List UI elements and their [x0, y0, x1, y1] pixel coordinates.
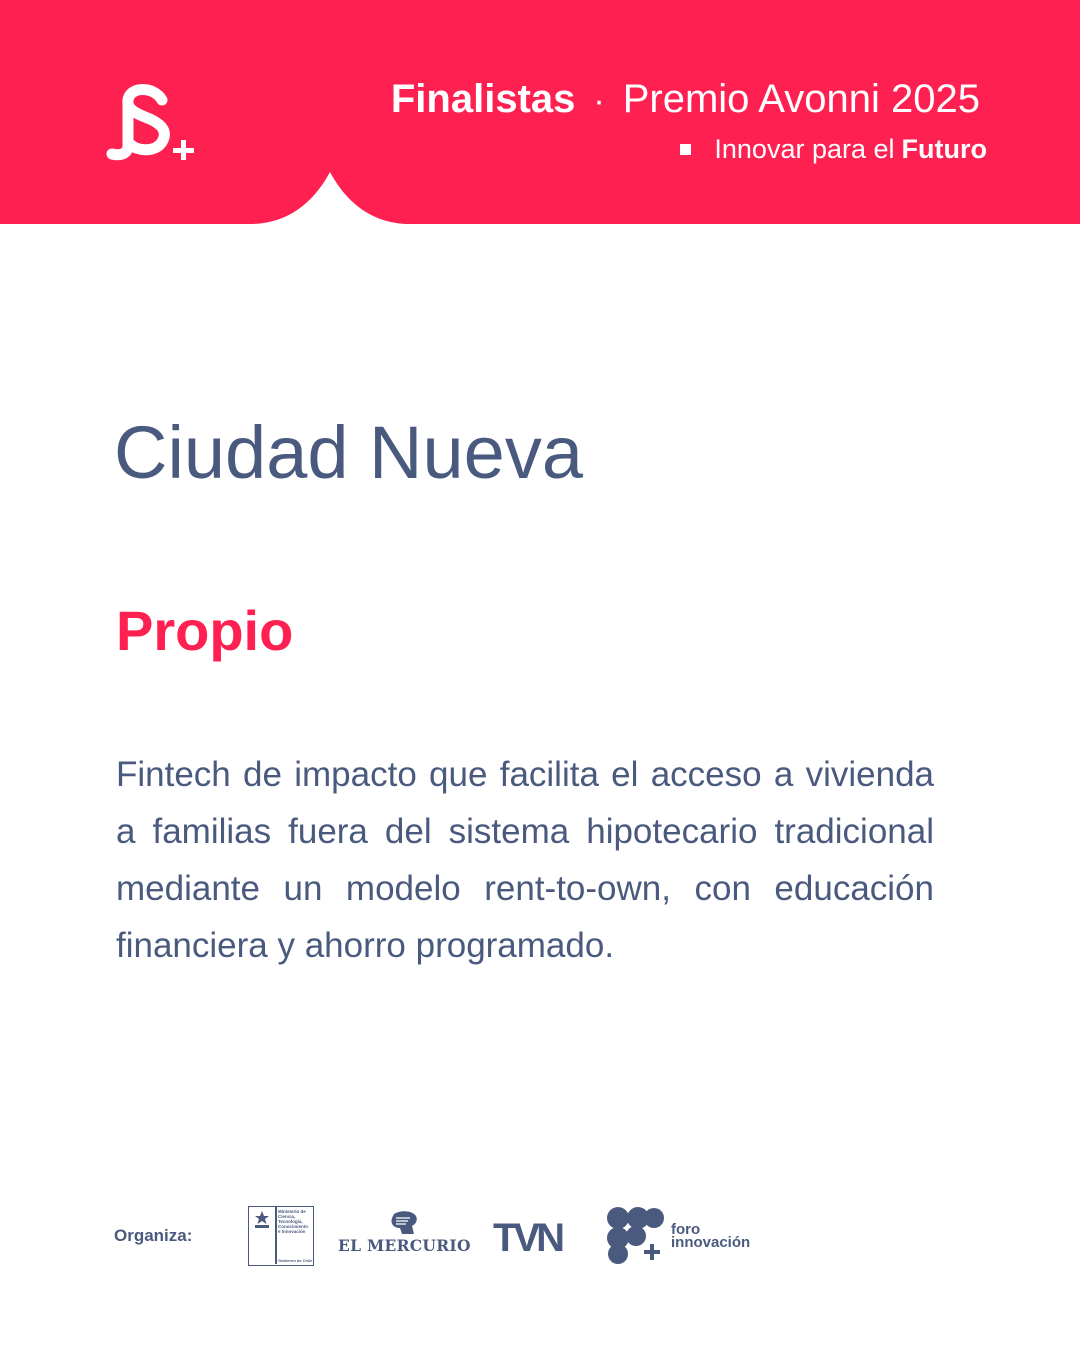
- ministerio-line: e Innovación: [278, 1229, 306, 1234]
- tvn-logo: TVN: [493, 1216, 561, 1260]
- mercurio-name: EL MERCURIO: [338, 1236, 471, 1255]
- ministerio-divider: [275, 1207, 277, 1264]
- gobierno-label: Gobierno de Chile: [278, 1258, 313, 1263]
- title-premio: Premio Avonni 2025: [622, 77, 980, 121]
- header-banner: [0, 0, 1080, 226]
- square-bullet-icon: [680, 144, 691, 155]
- ministerio-line: Ciencia,: [278, 1214, 296, 1219]
- organiza-label: Organiza:: [114, 1226, 193, 1245]
- title-finalistas: Finalistas: [390, 77, 576, 121]
- foro-innovacion-text: [671, 1223, 750, 1249]
- project-description: Fintech de impacto que facilita el acceso a vivienda a familias fuera del sistema hipotecario tradicional mediante un modelo rent-to-own, con educación financiera y ahorro programado.: [116, 755, 934, 965]
- tagline-futuro: Futuro: [901, 134, 987, 164]
- category-label: Propio: [116, 599, 294, 662]
- ministerio-line: Conocimiento: [278, 1224, 308, 1229]
- foro-line: foro: [671, 1221, 701, 1238]
- foro-innovacion-mark-icon: [606, 1206, 668, 1264]
- chile-crest-icon: [253, 1210, 271, 1230]
- innovacion-line: innovación: [671, 1234, 751, 1251]
- s-plus-logo-icon: [104, 80, 200, 164]
- ministerio-text: [278, 1209, 312, 1234]
- footer-organizers: [0, 1190, 1080, 1280]
- header-title: [391, 74, 980, 124]
- header-tagline: [680, 132, 987, 166]
- ministerio-line: Ministerio de: [278, 1209, 306, 1214]
- project-name: Ciudad Nueva: [114, 411, 583, 494]
- ministerio-line: Tecnología,: [278, 1219, 303, 1224]
- title-separator: ·: [593, 82, 605, 120]
- mercurio-head-icon: [388, 1210, 420, 1236]
- ministerio-logo: [248, 1206, 314, 1266]
- el-mercurio-logo: [338, 1210, 472, 1256]
- tagline-prefix: Innovar para el: [714, 134, 895, 164]
